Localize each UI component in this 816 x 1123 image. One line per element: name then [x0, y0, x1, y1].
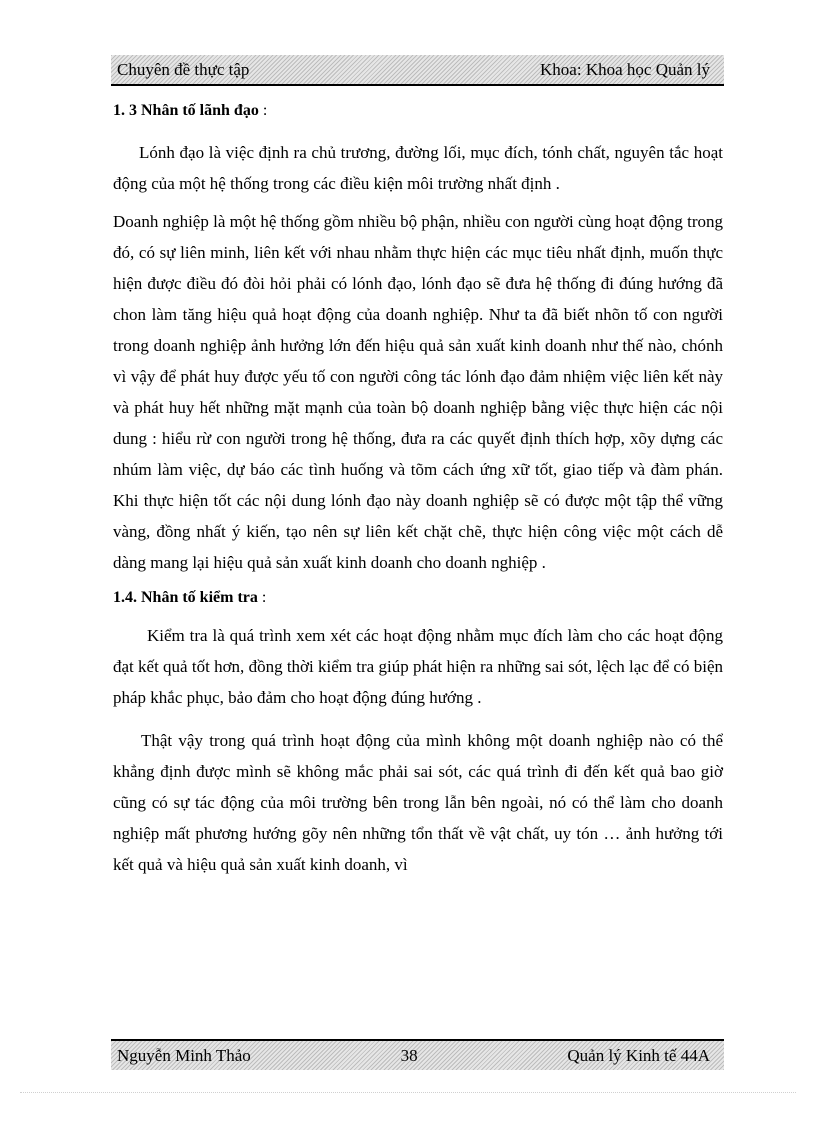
header-right-department: Khoa: Khoa học Quản lý — [540, 59, 710, 79]
section-heading-1-4-text: 1.4. Nhân tố kiểm tra — [113, 589, 258, 606]
paragraph-leadership-definition: Lónh đạo là việc định ra chủ trương, đường lối, mục đích, tónh chất, nguyên tắc hoạt động của một hệ thống trong các điều kiện môi trường nhất định . — [113, 143, 723, 193]
section-heading-1-4-colon: : — [257, 589, 267, 606]
section-heading-1-4 — [113, 582, 723, 614]
page-bottom-divider — [20, 1092, 796, 1093]
paragraph-control-definition: Kiểm tra là quá trình xem xét các hoạt động nhằm mục đích làm cho các hoạt động đạt kết quả tốt hơn, đồng thời kiểm tra giúp phát hiện ra những sai sót, lệch lạc để có biện pháp khắc phục, bảo đảm cho hoạt động đúng hướng . — [113, 626, 723, 707]
footer-page-number: 38 — [400, 1045, 418, 1065]
header-left-title: Chuyên đề thực tập — [117, 59, 250, 79]
page-header — [111, 55, 724, 86]
page-footer — [111, 1039, 724, 1070]
footer-class-name: Quản lý Kinh tế 44A — [567, 1045, 710, 1065]
section-heading-1-3 — [113, 95, 723, 127]
section-heading-1-3-text: 1. 3 Nhân tố lãnh đạo — [113, 102, 259, 119]
document-body — [113, 95, 723, 880]
section-heading-1-3-colon: : — [258, 102, 268, 119]
paragraph-control-importance: Thật vậy trong quá trình hoạt động của mình không một doanh nghiệp nào có thể khẳng định được mình sẽ không mắc phải sai sót, các quá trình đi đến kết quả bao giờ cũng có sự tác động của môi trường bên trong lẫn bên ngoài, nó có thể làm cho doanh nghiệp mất phương hướng gõy nên những tổn thất về vật chất, uy tón … ảnh hưởng tới kết quả và hiệu quả sản xuất kinh doanh, vì — [113, 731, 723, 874]
paragraph-leadership-role: Doanh nghiệp là một hệ thống gồm nhiều bộ phận, nhiều con người cùng hoạt động trong đó, có sự liên minh, liên kết với nhau nhằm thực hiện các mục tiêu nhất định, muốn thực hiện được điều đó đòi hỏi phải có lónh đạo, lónh đạo sẽ đưa hệ thống đi đúng hướng đã chon làm tăng hiệu quả hoạt động của doanh nghiệp. Như ta đã biết nhõn tố con người trong doanh nghiệp ảnh hưởng lớn đến hiệu quả sản xuất kinh doanh như thế nào, chónh vì vậy để phát huy được yếu tố con người công tác lónh đạo đảm nhiệm việc liên kết này và phát huy hết những mặt mạnh của toàn bộ doanh nghiệp bằng việc thực hiện các nội dung : hiểu rừ con người trong hệ thống, đưa ra các quyết định thích hợp, xõy dựng các nhúm làm việc, dự báo các tình huống và tõm cách ứng xữ tốt, giao tiếp và đàm phán. Khi thực hiện tốt các nội dung lónh đạo này doanh nghiệp sẽ có được một tập thể vững vàng, đồng nhất ý kiến, tạo nên sự liên kết chặt chẽ, thực hiện công việc một cách dễ dàng mang lại hiệu quả sản xuất kinh doanh cho doanh nghiệp . — [113, 212, 723, 572]
footer-author: Nguyễn Minh Thảo — [117, 1045, 251, 1065]
